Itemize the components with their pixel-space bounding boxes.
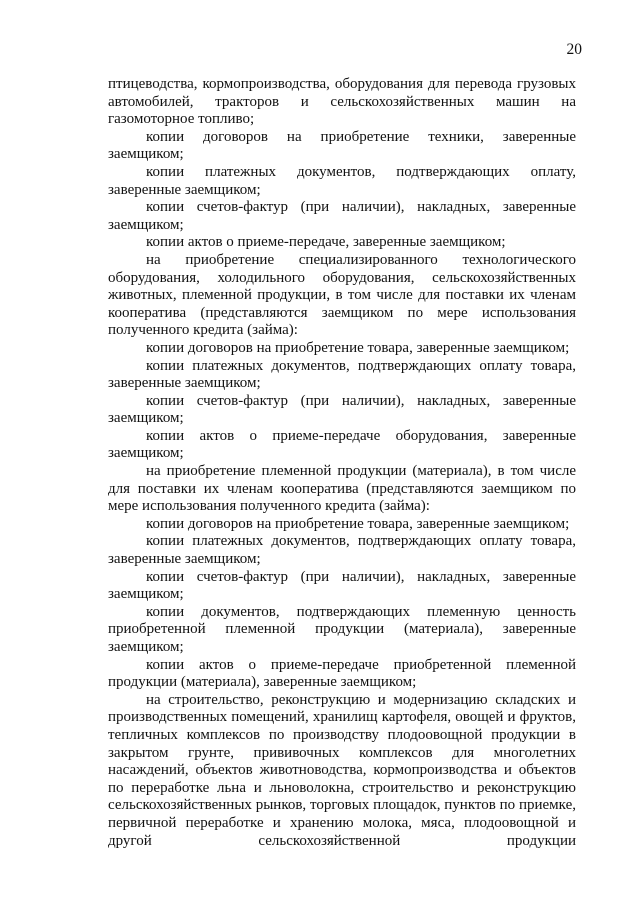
paragraph: на строительство, реконструкцию и модернизацию складских и производственных помещений, хранилищ картофеля, овощей и фруктов, тепличных комплексов по производству плодоовощной продукции в закрытом грунте, прививочных комплексов для многолетних насаждений, объектов животноводства, кормопроизводства и объектов по переработке льна и льноволокна, строительство и реконструкцию сельскохозяйственных рынков, торговых площадок, пунктов по приемке, первичной переработке и хранению молока, мяса, плодоовощной и другой сельскохозяйственной продукции [108, 691, 576, 849]
paragraph: копии счетов-фактур (при наличии), накладных, заверенные заемщиком; [108, 568, 576, 603]
paragraph: копии договоров на приобретение товара, заверенные заемщиком; [146, 515, 570, 532]
paragraph: копии актов о приеме-передаче приобретенной племенной продукции (материала), заверенные заемщиком; [108, 656, 576, 691]
paragraph: копии актов о приеме-передаче оборудования, заверенные заемщиком; [108, 427, 576, 462]
paragraph: копии договоров на приобретение техники, заверенные заемщиком; [108, 128, 576, 163]
paragraph: копии счетов-фактур (при наличии), накладных, заверенные заемщиком; [108, 199, 576, 233]
paragraph: копии платежных документов, подтверждающих оплату товара, заверенные заемщиком; [108, 357, 576, 392]
paragraph: копии договоров на приобретение товара, заверенные заемщиком; [146, 339, 570, 356]
paragraph: на приобретение специализированного технологического оборудования, холодильного оборудования, сельскохозяйственных животных, племенной продукции, в том числе для поставки их членам кооператива (представляются заемщиком по мере использования полученного кредита (займа): [108, 251, 576, 339]
paragraph: на приобретение племенной продукции (материала), в том числе для поставки их членам кооператива (представляются заемщиком по мере использования полученного кредита (займа): [108, 463, 576, 515]
paragraph: копии платежных документов, подтверждающих оплату товара, заверенные заемщиком; [108, 533, 576, 568]
document-body [108, 76, 576, 850]
paragraph: копии актов о приеме-передаче, заверенные заемщиком; [146, 234, 506, 251]
page-number: 20 [566, 41, 582, 58]
paragraph: копии счетов-фактур (при наличии), накладных, заверенные заемщиком; [108, 392, 576, 427]
paragraph: копии платежных документов, подтверждающих оплату, заверенные заемщиком; [108, 163, 576, 198]
paragraph: птицеводства, кормопроизводства, оборудования для перевода грузовых автомобилей, тракторов и сельскохозяйственных машин на газомоторное топливо; [108, 76, 576, 128]
paragraph: копии документов, подтверждающих племенную ценность приобретенной племенной продукции (материала), заверенные заемщиком; [108, 603, 576, 655]
